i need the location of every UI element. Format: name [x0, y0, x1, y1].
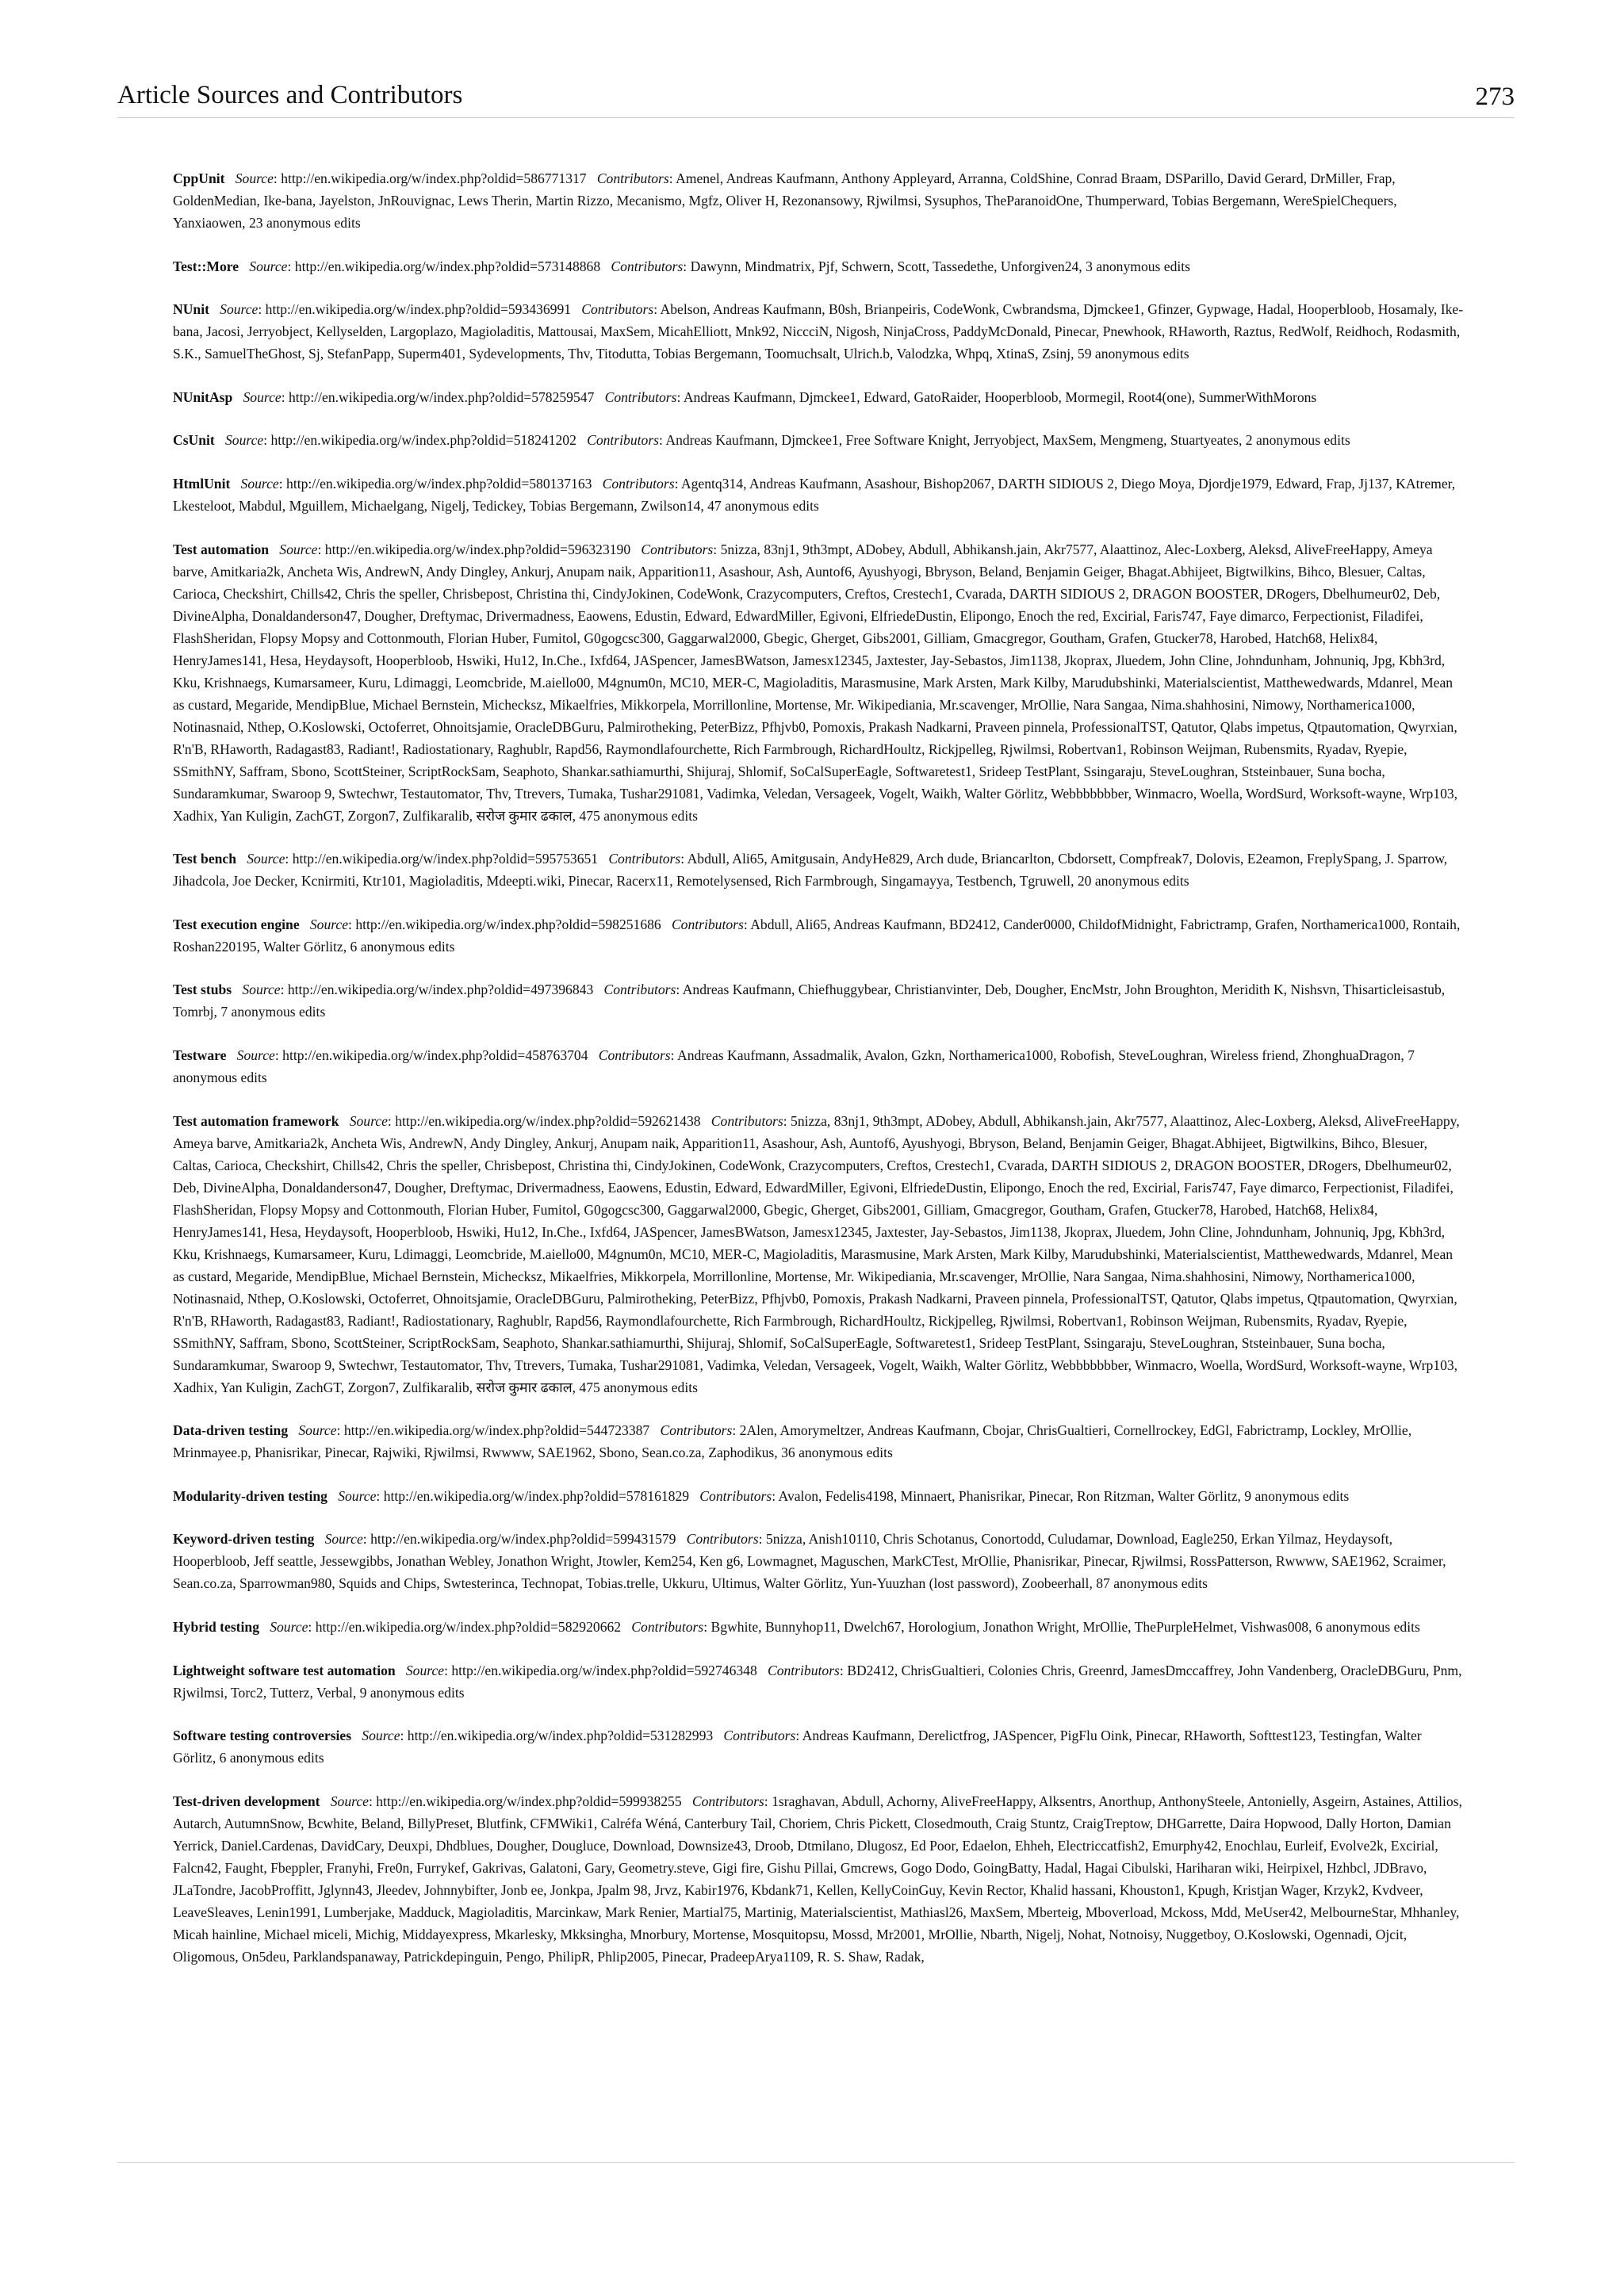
article-entry: Test stubs Source: http://en.wikipedia.org/w/index.php?oldid=497396843 Contributors: Andreas Kaufmann, Chiefhuggybear, Christianvinter, Deb, Dougher, EncMstr, John Broughton, Meridith K, Nishsvn, Thisarticleisastub, Tomrbj, 7 anonymous edits [173, 982, 1446, 1020]
source-url[interactable]: http://en.wikipedia.org/w/index.php?oldid=580137163 [286, 475, 592, 492]
source-url[interactable]: http://en.wikipedia.org/w/index.php?oldid=586771317 [281, 170, 587, 186]
footer-divider [117, 2162, 1515, 2163]
source-url[interactable]: http://en.wikipedia.org/w/index.php?oldid=497396843 [287, 982, 594, 998]
article-title: Testware [173, 1047, 227, 1063]
source-url[interactable]: http://en.wikipedia.org/w/index.php?oldid=518241202 [270, 432, 576, 449]
source-label: Source [362, 1728, 400, 1744]
source-label: Source [247, 851, 285, 867]
source-label: Source [220, 301, 259, 318]
source-url[interactable]: http://en.wikipedia.org/w/index.php?oldid=599431579 [370, 1531, 676, 1548]
contributors-list: BD2412, ChrisGualtieri, Colonies Chris, Greenrd, JamesDmccaffrey, John Vandenberg, OracleDBGuru, Pnm, Rjwilmsi, Torc2, Tutterz, Verbal, 9 anonymous edits [173, 1662, 1462, 1701]
article-title: Lightweight software test automation [173, 1662, 396, 1678]
contributors-label: Contributors [602, 475, 675, 492]
contributors-label: Contributors [710, 1112, 783, 1129]
running-title: Article Sources and Contributors [117, 81, 463, 109]
contributors-list: Andreas Kaufmann, Djmckee1, Edward, GatoRaider, Hooperbloob, Mormegil, Root4(one), SummerWithMorons [683, 388, 1317, 405]
contributors-label: Contributors [611, 258, 684, 274]
contributors-list: 5nizza, 83nj1, 9th3mpt, ADobey, Abdull, Abhikansh.jain, Akr7577, Alaattinoz, Alec-Loxberg, Aleksd, AliveFreeHappy, Ameya barve, Amitkaria2k, Ancheta Wis, AndrewN, Andy Dingley, Ankurj, Anupam naik, Apparition11, Asashour, Ash, Auntof6, Ayushyogi, Bbryson, Beland, Benjamin Geiger, Bhagat.Abhijeet, Bigtwilkins, Bihco, Blesuer, Caltas, Carioca, Checkshirt, Chills42, Chris the speller, Chrisbepost, Christina thi, CindyJokinen, CodeWonk, Crazycomputers, Creftos, Crestech1, Cvarada, DARTH SIDIOUS 2, DRAGON BOOSTER, DRogers, Dbelhumeur02, Deb, DivineAlpha, Donaldanderson47, Dougher, Dreftymac, Drivermadness, Eaowens, Edustin, Edward, EdwardMiller, Egivoni, ElfriedeDustin, Elipongo, Enoch the red, Excirial, Faris747, Faye dimarco, Ferpectionist, Filadifei, FlashSheridan, Flopsy Mopsy and Cottonmouth, Florian Huber, Fumitol, G0gogcsc300, Gaggarwal2000, Gbegic, Gherget, Gibs2001, Gilliam, Gmacgregor, Goutham, Grafen, Gtucker78, Harobed, Hatch68, Helix84, HenryJames141, Hesa, Heydaysoft, Hooperbloob, Hswiki, Hu12, In.Che., Ixfd64, JASpencer, JamesBWatson, Jamesx12345, Jaxtester, Jay-Sebastos, Jim1138, Jkoprax, Jluedem, John Cline, Johndunham, Johnuniq, Jpg, Kbh3rd, Kku, Krishnaegs, Kumarsameer, Kuru, Ldimaggi, Leomcbride, M.aiello00, M4gnum0n, MC10, MER-C, Magioladitis, Marasmusine, Mark Arsten, Mark Kilby, Marudubshinki, Materialscientist, Matthewedwards, Mdanrel, Mean as custard, Megaride, MendipBlue, Michael Bernstein, Michecksz, Mikaelfries, Mikkorpela, Morrillonline, Mortense, Mr. Wikipediania, Mr.scavenger, MrOllie, Nara Sangaa, Nima.shahhosini, Nimowy, Northamerica1000, Notinasnaid, Nthep, O.Koslowski, Octoferret, Ohnoitsjamie, OracleDBGuru, Palmirotheking, PeterBizz, Pfhjvb0, Pomoxis, Prakash Nadkarni, Praveen pinnela, ProfessionalTST, Qatutor, Qlabs impetus, Qtpautomation, Qwyrxian, R'n'B, RHaworth, Radagast83, Radiant!, Radiostationary, Raghublr, Rapd56, Raymondlafourchette, Rich Farmbrough, RichardHoultz, Rickjpelleg, Rjwilmsi, Robertvan1, Robinson Weijman, Rubensmits, Ryadav, Ryepie, SSmithNY, Saffram, Sbono, ScottSteiner, ScriptRockSam, Seaphoto, Shankar.sathiamurthi, Shijuraj, Shlomif, SoCalSuperEagle, Softwaretest1, Srideep TestPlant, Ssingaraju, SteveLoughran, Ststeinbauer, Suna bocha, Sundaramkumar, Swaroop 9, Swtechwr, Testautomator, Thv, Ttrevers, Tumaka, Tushar291081, Vadimka, Veledan, Versageek, Vogelt, Waikh, Walter Görlitz, Webbbbbbber, Winmacro, Woella, WordSurd, Worksoft-wayne, Wrp103, Xadhix, Yan Kuligin, ZachGT, Zorgon7, Zulfikaralib, सरोज कुमार ढकाल, 475 anonymous edits [173, 1112, 1460, 1395]
contributors-list: Abelson, Andreas Kaufmann, B0sh, Brianpeiris, CodeWonk, Cwbrandsma, Djmckee1, Gfinzer, Gypwage, Hadal, Hooperbloob, Hosamaly, Ike-bana, Jacosi, Jerryobject, Kellyselden, Largoplazo, Magioladitis, Mattousai, MaxSem, MicahElliott, Mnk92, NiccciN, Nigosh, NinjaCross, PaddyMcDonald, Pinecar, Pnewhook, RHaworth, Raztus, RedWolf, Reidhoch, Rodasmith, S.K., SamuelTheGhost, Sj, StefanPapp, Superm401, Sydevelopments, Thv, Titodutta, Tobias Bergemann, Toomuchsalt, Ulrich.b, Valodzka, Whpq, XtinaS, Zsinj, 59 anonymous edits [173, 301, 1464, 362]
source-url[interactable]: http://en.wikipedia.org/w/index.php?oldid=595753651 [292, 851, 599, 867]
contributors-label: Contributors [691, 1793, 764, 1809]
page-header [117, 78, 1515, 118]
source-label: Source [324, 1531, 363, 1548]
source-url[interactable]: http://en.wikipedia.org/w/index.php?oldid=582920662 [315, 1618, 622, 1635]
contributors-list: Abdull, Ali65, Amitgusain, AndyHe829, Arch dude, Briancarlton, Cbdorsett, Compfreak7, Dolovis, E2eamon, FreplySpang, J. Sparrow, Jihadcola, Joe Decker, Kcnirmiti, Ktr101, Magioladitis, Mdeepti.wiki, Pinecar, Racerx11, Remotelysensed, Rich Farmbrough, Singamayya, Testbench, Tgruwell, 20 anonymous edits [173, 851, 1448, 890]
article-entry: Modularity-driven testing Source: http://en.wikipedia.org/w/index.php?oldid=578161829 Contributors: Avalon, Fedelis4198, Minnaert, Phanisrikar, Pinecar, Ron Ritzman, Walter Görlitz, 9 anonymous edits [173, 1487, 1350, 1504]
article-title: Software testing controversies [173, 1728, 352, 1744]
article-entry: Test execution engine Source: http://en.wikipedia.org/w/index.php?oldid=598251686 Contributors: Abdull, Ali65, Andreas Kaufmann, BD2412, Cander0000, ChildofMidnight, Fabrictramp, Grafen, Northamerica1000, Rontaih, Roshan220195, Walter Görlitz, 6 anonymous edits [173, 916, 1461, 955]
source-url[interactable]: http://en.wikipedia.org/w/index.php?oldid=531282993 [407, 1728, 714, 1744]
contributors-list: Avalon, Fedelis4198, Minnaert, Phanisrikar, Pinecar, Ron Ritzman, Walter Görlitz, 9 anonymous edits [778, 1487, 1350, 1504]
article-title: Test automation framework [173, 1112, 339, 1129]
article-entry: Test automation framework Source: http://en.wikipedia.org/w/index.php?oldid=592621438 Contributors: 5nizza, 83nj1, 9th3mpt, ADobey, Abdull, Abhikansh.jain, Akr7577, Alaattinoz, Alec-Loxberg, Aleksd, AliveFreeHappy, Ameya barve, Amitkaria2k, Ancheta Wis, AndrewN, Andy Dingley, Ankurj, Anupam naik, Apparition11, Asashour, Ash, Auntof6, Ayushyogi, Bbryson, Beland, Benjamin Geiger, Bhagat.Abhijeet, Bigtwilkins, Bihco, Blesuer, Caltas, Carioca, Checkshirt, Chills42, Chris the speller, Chrisbepost, Christina thi, CindyJokinen, CodeWonk, Crazycomputers, Creftos, Crestech1, Cvarada, DARTH SIDIOUS 2, DRAGON BOOSTER, DRogers, Dbelhumeur02, Deb, DivineAlpha, Donaldanderson47, Dougher, Dreftymac, Drivermadness, Eaowens, Edustin, Edward, EdwardMiller, Egivoni, ElfriedeDustin, Elipongo, Enoch the red, Excirial, Faris747, Faye dimarco, Ferpectionist, Filadifei, FlashSheridan, Flopsy Mopsy and Cottonmouth, Florian Huber, Fumitol, G0gogcsc300, Gaggarwal2000, Gbegic, Gherget, Gibs2001, Gilliam, Gmacgregor, Goutham, Grafen, Gtucker78, Harobed, Hatch68, Helix84, HenryJames141, Hesa, Heydaysoft, Hooperbloob, Hswiki, Hu12, In.Che., Ixfd64, JASpencer, JamesBWatson, Jamesx12345, Jaxtester, Jay-Sebastos, Jim1138, Jkoprax, Jluedem, John Cline, Johndunham, Johnuniq, Jpg, Kbh3rd, Kku, Krishnaegs, Kumarsameer, Kuru, Ldimaggi, Leomcbride, M.aiello00, M4gnum0n, MC10, MER-C, Magioladitis, Marasmusine, Mark Arsten, Mark Kilby, Marudubshinki, Materialscientist, Matthewedwards, Mdanrel, Mean as custard, Megaride, MendipBlue, Michael Bernstein, Michecksz, Mikaelfries, Mikkorpela, Morrillonline, Mortense, Mr. Wikipediania, Mr.scavenger, MrOllie, Nara Sangaa, Nima.shahhosini, Nimowy, Northamerica1000, Notinasnaid, Nthep, O.Koslowski, Octoferret, Ohnoitsjamie, OracleDBGuru, Palmirotheking, PeterBizz, Pfhjvb0, Pomoxis, Prakash Nadkarni, Praveen pinnela, ProfessionalTST, Qatutor, Qlabs impetus, Qtpautomation, Qwyrxian, R'n'B, RHaworth, Radagast83, Radiant!, Radiostationary, Raghublr, Rapd56, Raymondlafourchette, Rich Farmbrough, RichardHoultz, Rickjpelleg, Rjwilmsi, Robertvan1, Robinson Weijman, Rubensmits, Ryadav, Ryepie, SSmithNY, Saffram, Sbono, ScottSteiner, ScriptRockSam, Seaphoto, Shankar.sathiamurthi, Shijuraj, Shlomif, SoCalSuperEagle, Softwaretest1, Srideep TestPlant, Ssingaraju, SteveLoughran, Ststeinbauer, Suna bocha, Sundaramkumar, Swaroop 9, Swtechwr, Testautomator, Thv, Ttrevers, Tumaka, Tushar291081, Vadimka, Veledan, Versageek, Vogelt, Waikh, Walter Görlitz, Webbbbbbber, Winmacro, Woella, WordSurd, Worksoft-wayne, Wrp103, Xadhix, Yan Kuligin, ZachGT, Zorgon7, Zulfikaralib, सरोज कुमार ढकाल, 475 anonymous edits [173, 1112, 1460, 1395]
article-entry: HtmlUnit Source: http://en.wikipedia.org/w/index.php?oldid=580137163 Contributors: Agentq314, Andreas Kaufmann, Asashour, Bishop2067, DARTH SIDIOUS 2, Diego Moya, Djordje1979, Edward, Frap, Jj137, KAtremer, Lkesteloot, Mabdul, Mguillem, Michaelgang, Nigelj, Tedickey, Tobias Bergemann, Zwilson14, 47 anonymous edits [173, 475, 1456, 514]
source-label: Source [298, 1422, 337, 1439]
contributors-label: Contributors [603, 982, 676, 998]
article-title: Test execution engine [173, 916, 300, 932]
article-title: CppUnit [173, 170, 225, 186]
source-label: Source [235, 170, 274, 186]
contributors-label: Contributors [767, 1662, 840, 1678]
article-title: Data-driven testing [173, 1422, 289, 1439]
article-entry: Test-driven development Source: http://en.wikipedia.org/w/index.php?oldid=599938255 Contributors: 1sraghavan, Abdull, Achorny, AliveFreeHappy, Alksentrs, Anorthup, AnthonySteele, Antonielly, Asgeirn, Astaines, Attilios, Autarch, AutumnSnow, Bcwhite, Beland, BillyPreset, Blutfink, CFMWiki1, Calréfa Wéná, Canterbury Tail, Choriem, Chris Pickett, Closedmouth, Craig Stuntz, CraigTreptow, DHGarrette, Daira Hopwood, Dally Horton, Damian Yerrick, Daniel.Cardenas, DavidCary, Deuxpi, Dhdblues, Dougher, Dougluce, Download, Downsize43, Droob, Dtmilano, Dlugosz, Ed Poor, Edaelon, Ehheh, Electriccatfish2, Emurphy42, Enochlau, Eurleif, Evolve2k, Excirial, Falcn42, Faught, Fbeppler, Franyhi, Fre0n, Furrykef, Gakrivas, Galatoni, Gary, Geometry.steve, Gigi fire, Gishu Pillai, Gmcrews, Gogo Dodo, GoingBatty, Hadal, Hagai Cibulski, Hariharan wiki, Heirpixel, Hzhbcl, JDBravo, JLaTondre, JacobProffitt, Jglynn43, Jleedev, Johnnybifter, Jonb ee, Jonkpa, Jpalm 98, Jrvz, Kabir1976, Kbdank71, Kellen, KellyCoinGuy, Kevin Rector, Khalid hassani, Khouston1, Kpugh, Kristjan Wager, Krzyk2, Kvdveer, LeaveSleaves, Lenin1991, Lumberjake, Madduck, Magioladitis, Marcinkaw, Mark Renier, Martial75, Martinig, Materialscientist, Mathiasl26, MaxSem, Mberteig, Mboverload, Mckoss, Mdd, MeUser42, MelbourneStar, Mhhanley, Micah hainline, Michael miceli, Michig, Middayexpress, Mkarlesky, Mkksingha, Mnorbury, Mortense, Mosquitopsu, Mossd, Mr2001, MrOllie, Nbarth, Nigelj, Nohat, Notnoisy, Nuggetboy, O.Koslowski, Ogennadi, Ojcit, Oligomous, On5deu, Parklandspanaway, Patrickdepinguin, Pengo, PhilipR, Phlip2005, Pinecar, PradeepArya1109, R. S. Shaw, Radak, [173, 1793, 1462, 1965]
source-label: Source [405, 1662, 445, 1678]
contributors-label: Contributors [671, 916, 744, 932]
article-entry: Testware Source: http://en.wikipedia.org/w/index.php?oldid=458763704 Contributors: Andreas Kaufmann, Assadmalik, Avalon, Gzkn, Northamerica1000, Robofish, SteveLoughran, Wireless friend, ZhonghuaDragon, 7 anonymous edits [173, 1047, 1415, 1085]
article-title: Test bench [173, 851, 237, 867]
article-title: Hybrid testing [173, 1618, 259, 1635]
article-title: Test automation [173, 541, 270, 557]
article-title: Test stubs [173, 982, 232, 998]
contributors-label: Contributors [660, 1422, 733, 1439]
contributors-list: 5nizza, Anish10110, Chris Schotanus, Conortodd, Culudamar, Download, Eagle250, Erkan Yilmaz, Heydaysoft, Hooperbloob, Jeff seattle, Jessewgibbs, Jonathan Webley, Jonathon Wright, Jtowler, Kem254, Ken g6, Lowmagnet, Maguschen, MarkCTest, MrOllie, Phanisrikar, Pinecar, Rjwilmsi, RossPatterson, Rwwww, SAE1962, Scraimer, Sean.co.za, Sparrowman980, Squids and Chips, Swtesterinca, Technopat, Tobias.trelle, Ukkuru, Ultimus, Walter Görlitz, Yun-Yuuzhan (lost password), Zoobeerhall, 87 anonymous edits [173, 1531, 1446, 1592]
contributors-list: Abdull, Ali65, Andreas Kaufmann, BD2412, Cander0000, ChildofMidnight, Fabrictramp, Grafen, Northamerica1000, Rontaih, Roshan220195, Walter Görlitz, 6 anonymous edits [173, 916, 1461, 955]
contributors-list: 5nizza, 83nj1, 9th3mpt, ADobey, Abdull, Abhikansh.jain, Akr7577, Alaattinoz, Alec-Loxberg, Aleksd, AliveFreeHappy, Ameya barve, Amitkaria2k, Ancheta Wis, AndrewN, Andy Dingley, Ankurj, Anupam naik, Apparition11, Asashour, Ash, Auntof6, Ayushyogi, Bbryson, Beland, Benjamin Geiger, Bhagat.Abhijeet, Bigtwilkins, Bihco, Blesuer, Caltas, Carioca, Checkshirt, Chills42, Chris the speller, Chrisbepost, Christina thi, CindyJokinen, CodeWonk, Crazycomputers, Creftos, Crestech1, Cvarada, DARTH SIDIOUS 2, DRAGON BOOSTER, DRogers, Dbelhumeur02, Deb, DivineAlpha, Donaldanderson47, Dougher, Dreftymac, Drivermadness, Eaowens, Edustin, Edward, EdwardMiller, Egivoni, ElfriedeDustin, Elipongo, Enoch the red, Excirial, Faris747, Faye dimarco, Ferpectionist, Filadifei, FlashSheridan, Flopsy Mopsy and Cottonmouth, Florian Huber, Fumitol, G0gogcsc300, Gaggarwal2000, Gbegic, Gherget, Gibs2001, Gilliam, Gmacgregor, Goutham, Grafen, Gtucker78, Harobed, Hatch68, Helix84, HenryJames141, Hesa, Heydaysoft, Hooperbloob, Hswiki, Hu12, In.Che., Ixfd64, JASpencer, JamesBWatson, Jamesx12345, Jaxtester, Jay-Sebastos, Jim1138, Jkoprax, Jluedem, John Cline, Johndunham, Johnuniq, Jpg, Kbh3rd, Kku, Krishnaegs, Kumarsameer, Kuru, Ldimaggi, Leomcbride, M.aiello00, M4gnum0n, MC10, MER-C, Magioladitis, Marasmusine, Mark Arsten, Mark Kilby, Marudubshinki, Materialscientist, Matthewedwards, Mdanrel, Mean as custard, Megaride, MendipBlue, Michael Bernstein, Michecksz, Mikaelfries, Mikkorpela, Morrillonline, Mortense, Mr. Wikipediania, Mr.scavenger, MrOllie, Nara Sangaa, Nima.shahhosini, Nimowy, Northamerica1000, Notinasnaid, Nthep, O.Koslowski, Octoferret, Ohnoitsjamie, OracleDBGuru, Palmirotheking, PeterBizz, Pfhjvb0, Pomoxis, Prakash Nadkarni, Praveen pinnela, ProfessionalTST, Qatutor, Qlabs impetus, Qtpautomation, Qwyrxian, R'n'B, RHaworth, Radagast83, Radiant!, Radiostationary, Raghublr, Rapd56, Raymondlafourchette, Rich Farmbrough, RichardHoultz, Rickjpelleg, Rjwilmsi, Robertvan1, Robinson Weijman, Rubensmits, Ryadav, Ryepie, SSmithNY, Saffram, Sbono, ScottSteiner, ScriptRockSam, Seaphoto, Shankar.sathiamurthi, Shijuraj, Shlomif, SoCalSuperEagle, Softwaretest1, Srideep TestPlant, Ssingaraju, SteveLoughran, Ststeinbauer, Suna bocha, Sundaramkumar, Swaroop 9, Swtechwr, Testautomator, Thv, Ttrevers, Tumaka, Tushar291081, Vadimka, Veledan, Versageek, Vogelt, Waikh, Walter Görlitz, Webbbbbbber, Winmacro, Woella, WordSurd, Worksoft-wayne, Wrp103, Xadhix, Yan Kuligin, ZachGT, Zorgon7, Zulfikaralib, सरोज कुमार ढकाल, 475 anonymous edits [173, 541, 1458, 824]
source-label: Source [270, 1618, 308, 1635]
article-title: NUnitAsp [173, 388, 233, 405]
article-title: Test::More [173, 258, 239, 274]
contributors-label: Contributors [598, 1047, 671, 1063]
source-url[interactable]: http://en.wikipedia.org/w/index.php?oldid=592621438 [395, 1112, 701, 1129]
contributors-list: Bgwhite, Bunnyhop11, Dwelch67, Horologium, Jonathon Wright, MrOllie, ThePurpleHelmet, Vishwas008, 6 anonymous edits [710, 1618, 1420, 1635]
source-label: Source [242, 982, 281, 998]
contributors-list: Andreas Kaufmann, Assadmalik, Avalon, Gzkn, Northamerica1000, Robofish, SteveLoughran, Wireless friend, ZhonghuaDragon, 7 anonymous edits [173, 1047, 1415, 1085]
source-url[interactable]: http://en.wikipedia.org/w/index.php?oldid=598251686 [355, 916, 661, 932]
source-label: Source [249, 258, 288, 274]
source-label: Source [338, 1487, 377, 1504]
contributors-list: Andreas Kaufmann, Chiefhuggybear, Christianvinter, Deb, Dougher, EncMstr, John Broughton, Meridith K, Nishsvn, Thisarticleisastub, Tomrbj, 7 anonymous edits [173, 982, 1446, 1020]
source-url[interactable]: http://en.wikipedia.org/w/index.php?oldid=578259547 [288, 388, 595, 405]
article-entry: CppUnit Source: http://en.wikipedia.org/w/index.php?oldid=586771317 Contributors: Amenel, Andreas Kaufmann, Anthony Appleyard, Arranna, ColdShine, Conrad Braam, DSParillo, David Gerard, DrMiller, Frap, GoldenMedian, Ike-bana, Jayelston, JnRouvignac, Lews Therin, Martin Rizzo, Mecanismo, Mgfz, Oliver H, Rezonansowy, Rjwilmsi, Sysuphos, TheParanoidOne, Thumperward, Tobias Bergemann, WereSpielChequers, Yanxiaowen, 23 anonymous edits [173, 170, 1397, 231]
source-label: Source [236, 1047, 275, 1063]
contributors-list: Andreas Kaufmann, Derelictfrog, JASpencer, PigFlu Oink, Pinecar, RHaworth, Softtest123, Testingfan, Walter Görlitz, 6 anonymous edits [173, 1728, 1422, 1766]
source-url[interactable]: http://en.wikipedia.org/w/index.php?oldid=599938255 [376, 1793, 682, 1809]
source-label: Source [330, 1793, 369, 1809]
article-entry: NUnit Source: http://en.wikipedia.org/w/index.php?oldid=593436991 Contributors: Abelson, Andreas Kaufmann, B0sh, Brianpeiris, CodeWonk, Cwbrandsma, Djmckee1, Gfinzer, Gypwage, Hadal, Hooperbloob, Hosamaly, Ike-bana, Jacosi, Jerryobject, Kellyselden, Largoplazo, Magioladitis, Mattousai, MaxSem, MicahElliott, Mnk92, NiccciN, Nigosh, NinjaCross, PaddyMcDonald, Pinecar, Pnewhook, RHaworth, Raztus, RedWolf, Reidhoch, Rodasmith, S.K., SamuelTheGhost, Sj, StefanPapp, Superm401, Sydevelopments, Thv, Titodutta, Tobias Bergemann, Toomuchsalt, Ulrich.b, Valodzka, Whpq, XtinaS, Zsinj, 59 anonymous edits [173, 301, 1464, 362]
contributors-label: Contributors [631, 1618, 704, 1635]
source-url[interactable]: http://en.wikipedia.org/w/index.php?oldid=596323190 [324, 541, 631, 557]
contributors-label: Contributors [587, 432, 660, 449]
article-entry: Test automation Source: http://en.wikipedia.org/w/index.php?oldid=596323190 Contributors: 5nizza, 83nj1, 9th3mpt, ADobey, Abdull, Abhikansh.jain, Akr7577, Alaattinoz, Alec-Loxberg, Aleksd, AliveFreeHappy, Ameya barve, Amitkaria2k, Ancheta Wis, AndrewN, Andy Dingley, Ankurj, Anupam naik, Apparition11, Asashour, Ash, Auntof6, Ayushyogi, Bbryson, Beland, Benjamin Geiger, Bhagat.Abhijeet, Bigtwilkins, Bihco, Blesuer, Caltas, Carioca, Checkshirt, Chills42, Chris the speller, Chrisbepost, Christina thi, CindyJokinen, CodeWonk, Crazycomputers, Creftos, Crestech1, Cvarada, DARTH SIDIOUS 2, DRAGON BOOSTER, DRogers, Dbelhumeur02, Deb, DivineAlpha, Donaldanderson47, Dougher, Dreftymac, Drivermadness, Eaowens, Edustin, Edward, EdwardMiller, Egivoni, ElfriedeDustin, Elipongo, Enoch the red, Excirial, Faris747, Faye dimarco, Ferpectionist, Filadifei, FlashSheridan, Flopsy Mopsy and Cottonmouth, Florian Huber, Fumitol, G0gogcsc300, Gaggarwal2000, Gbegic, Gherget, Gibs2001, Gilliam, Gmacgregor, Goutham, Grafen, Gtucker78, Harobed, Hatch68, Helix84, HenryJames141, Hesa, Heydaysoft, Hooperbloob, Hswiki, Hu12, In.Che., Ixfd64, JASpencer, JamesBWatson, Jamesx12345, Jaxtester, Jay-Sebastos, Jim1138, Jkoprax, Jluedem, John Cline, Johndunham, Johnuniq, Jpg, Kbh3rd, Kku, Krishnaegs, Kumarsameer, Kuru, Ldimaggi, Leomcbride, M.aiello00, M4gnum0n, MC10, MER-C, Magioladitis, Marasmusine, Mark Arsten, Mark Kilby, Marudubshinki, Materialscientist, Matthewedwards, Mdanrel, Mean as custard, Megaride, MendipBlue, Michael Bernstein, Michecksz, Mikaelfries, Mikkorpela, Morrillonline, Mortense, Mr. Wikipediania, Mr.scavenger, MrOllie, Nara Sangaa, Nima.shahhosini, Nimowy, Northamerica1000, Notinasnaid, Nthep, O.Koslowski, Octoferret, Ohnoitsjamie, OracleDBGuru, Palmirotheking, PeterBizz, Pfhjvb0, Pomoxis, Prakash Nadkarni, Praveen pinnela, ProfessionalTST, Qatutor, Qlabs impetus, Qtpautomation, Qwyrxian, R'n'B, RHaworth, Radagast83, Radiant!, Radiostationary, Raghublr, Rapd56, Raymondlafourchette, Rich Farmbrough, RichardHoultz, Rickjpelleg, Rjwilmsi, Robertvan1, Robinson Weijman, Rubensmits, Ryadav, Ryepie, SSmithNY, Saffram, Sbono, ScottSteiner, ScriptRockSam, Seaphoto, Shankar.sathiamurthi, Shijuraj, Shlomif, SoCalSuperEagle, Softwaretest1, Srideep TestPlant, Ssingaraju, SteveLoughran, Ststeinbauer, Suna bocha, Sundaramkumar, Swaroop 9, Swtechwr, Testautomator, Thv, Ttrevers, Tumaka, Tushar291081, Vadimka, Veledan, Versageek, Vogelt, Waikh, Walter Görlitz, Webbbbbbber, Winmacro, Woella, WordSurd, Worksoft-wayne, Wrp103, Xadhix, Yan Kuligin, ZachGT, Zorgon7, Zulfikaralib, सरोज कुमार ढकाल, 475 anonymous edits [173, 541, 1458, 824]
article-entries [173, 167, 1465, 1988]
article-title: NUnit [173, 301, 209, 318]
source-label: Source [240, 475, 279, 492]
article-title: Keyword-driven testing [173, 1531, 315, 1548]
article-entry: CsUnit Source: http://en.wikipedia.org/w/index.php?oldid=518241202 Contributors: Andreas Kaufmann, Djmckee1, Free Software Knight, Jerryobject, MaxSem, Mengmeng, Stuartyeates, 2 anonymous edits [173, 432, 1350, 449]
contributors-list: Agentq314, Andreas Kaufmann, Asashour, Bishop2067, DARTH SIDIOUS 2, Diego Moya, Djordje1979, Edward, Frap, Jj137, KAtremer, Lkesteloot, Mabdul, Mguillem, Michaelgang, Nigelj, Tedickey, Tobias Bergemann, Zwilson14, 47 anonymous edits [173, 475, 1456, 514]
article-title: CsUnit [173, 432, 215, 449]
source-url[interactable]: http://en.wikipedia.org/w/index.php?oldid=458763704 [282, 1047, 588, 1063]
article-entry: Test::More Source: http://en.wikipedia.org/w/index.php?oldid=573148868 Contributors: Dawynn, Mindmatrix, Pjf, Schwern, Scott, Tassedethe, Unforgiven24, 3 anonymous edits [173, 258, 1191, 274]
source-label: Source [309, 916, 349, 932]
article-entry: Keyword-driven testing Source: http://en.wikipedia.org/w/index.php?oldid=599431579 Contributors: 5nizza, Anish10110, Chris Schotanus, Conortodd, Culudamar, Download, Eagle250, Erkan Yilmaz, Heydaysoft, Hooperbloob, Jeff seattle, Jessewgibbs, Jonathan Webley, Jonathon Wright, Jtowler, Kem254, Ken g6, Lowmagnet, Maguschen, MarkCTest, MrOllie, Phanisrikar, Pinecar, Rjwilmsi, RossPatterson, Rwwww, SAE1962, Scraimer, Sean.co.za, Sparrowman980, Squids and Chips, Swtesterinca, Technopat, Tobias.trelle, Ukkuru, Ultimus, Walter Görlitz, Yun-Yuuzhan (lost password), Zoobeerhall, 87 anonymous edits [173, 1531, 1446, 1592]
source-url[interactable]: http://en.wikipedia.org/w/index.php?oldid=573148868 [294, 258, 601, 274]
source-label: Source [243, 388, 282, 405]
article-title: HtmlUnit [173, 475, 231, 492]
contributors-label: Contributors [723, 1728, 796, 1744]
source-label: Source [349, 1112, 388, 1129]
article-entry: Data-driven testing Source: http://en.wikipedia.org/w/index.php?oldid=544723387 Contributors: 2Alen, Amorymeltzer, Andreas Kaufmann, Cbojar, ChrisGualtieri, Cornellrockey, EdGl, Fabrictramp, Lockley, MrOllie, Mrinmayee.p, Phanisrikar, Pinecar, Rajwiki, Rjwilmsi, Rwwww, SAE1962, Sbono, Sean.co.za, Zaphodikus, 36 anonymous edits [173, 1422, 1412, 1461]
source-url[interactable]: http://en.wikipedia.org/w/index.php?oldid=578161829 [383, 1487, 690, 1504]
source-url[interactable]: http://en.wikipedia.org/w/index.php?oldid=544723387 [343, 1422, 650, 1439]
article-entry: Lightweight software test automation Source: http://en.wikipedia.org/w/index.php?oldid=592746348 Contributors: BD2412, ChrisGualtieri, Colonies Chris, Greenrd, JamesDmccaffrey, John Vandenberg, OracleDBGuru, Pnm, Rjwilmsi, Torc2, Tutterz, Verbal, 9 anonymous edits [173, 1662, 1462, 1701]
contributors-label: Contributors [699, 1487, 772, 1504]
article-title: Test-driven development [173, 1793, 320, 1809]
contributors-label: Contributors [604, 388, 677, 405]
source-url[interactable]: http://en.wikipedia.org/w/index.php?oldid=592746348 [451, 1662, 757, 1678]
contributors-list: Dawynn, Mindmatrix, Pjf, Schwern, Scott, Tassedethe, Unforgiven24, 3 anonymous edits [690, 258, 1191, 274]
contributors-label: Contributors [608, 851, 681, 867]
contributors-list: 2Alen, Amorymeltzer, Andreas Kaufmann, Cbojar, ChrisGualtieri, Cornellrockey, EdGl, Fabrictramp, Lockley, MrOllie, Mrinmayee.p, Phanisrikar, Pinecar, Rajwiki, Rjwilmsi, Rwwww, SAE1962, Sbono, Sean.co.za, Zaphodikus, 36 anonymous edits [173, 1422, 1412, 1461]
contributors-list: Andreas Kaufmann, Djmckee1, Free Software Knight, Jerryobject, MaxSem, Mengmeng, Stuartyeates, 2 anonymous edits [665, 432, 1350, 449]
article-entry: Test bench Source: http://en.wikipedia.org/w/index.php?oldid=595753651 Contributors: Abdull, Ali65, Amitgusain, AndyHe829, Arch dude, Briancarlton, Cbdorsett, Compfreak7, Dolovis, E2eamon, FreplySpang, J. Sparrow, Jihadcola, Joe Decker, Kcnirmiti, Ktr101, Magioladitis, Mdeepti.wiki, Pinecar, Racerx11, Remotelysensed, Rich Farmbrough, Singamayya, Testbench, Tgruwell, 20 anonymous edits [173, 851, 1448, 890]
source-url[interactable]: http://en.wikipedia.org/w/index.php?oldid=593436991 [265, 301, 572, 318]
contributors-label: Contributors [686, 1531, 759, 1548]
article-title: Modularity-driven testing [173, 1487, 327, 1504]
contributors-list: Amenel, Andreas Kaufmann, Anthony Appleyard, Arranna, ColdShine, Conrad Braam, DSParillo, David Gerard, DrMiller, Frap, GoldenMedian, Ike-bana, Jayelston, JnRouvignac, Lews Therin, Martin Rizzo, Mecanismo, Mgfz, Oliver H, Rezonansowy, Rjwilmsi, Sysuphos, TheParanoidOne, Thumperward, Tobias Bergemann, WereSpielChequers, Yanxiaowen, 23 anonymous edits [173, 170, 1397, 231]
contributors-label: Contributors [596, 170, 669, 186]
article-entry: Software testing controversies Source: http://en.wikipedia.org/w/index.php?oldid=531282993 Contributors: Andreas Kaufmann, Derelictfrog, JASpencer, PigFlu Oink, Pinecar, RHaworth, Softtest123, Testingfan, Walter Görlitz, 6 anonymous edits [173, 1728, 1422, 1766]
contributors-label: Contributors [641, 541, 714, 557]
source-label: Source [279, 541, 318, 557]
contributors-list: 1sraghavan, Abdull, Achorny, AliveFreeHappy, Alksentrs, Anorthup, AnthonySteele, Antonielly, Asgeirn, Astaines, Attilios, Autarch, AutumnSnow, Bcwhite, Beland, BillyPreset, Blutfink, CFMWiki1, Calréfa Wéná, Canterbury Tail, Choriem, Chris Pickett, Closedmouth, Craig Stuntz, CraigTreptow, DHGarrette, Daira Hopwood, Dally Horton, Damian Yerrick, Daniel.Cardenas, DavidCary, Deuxpi, Dhdblues, Dougher, Dougluce, Download, Downsize43, Droob, Dtmilano, Dlugosz, Ed Poor, Edaelon, Ehheh, Electriccatfish2, Emurphy42, Enochlau, Eurleif, Evolve2k, Excirial, Falcn42, Faught, Fbeppler, Franyhi, Fre0n, Furrykef, Gakrivas, Galatoni, Gary, Geometry.steve, Gigi fire, Gishu Pillai, Gmcrews, Gogo Dodo, GoingBatty, Hadal, Hagai Cibulski, Hariharan wiki, Heirpixel, Hzhbcl, JDBravo, JLaTondre, JacobProffitt, Jglynn43, Jleedev, Johnnybifter, Jonb ee, Jonkpa, Jpalm 98, Jrvz, Kabir1976, Kbdank71, Kellen, KellyCoinGuy, Kevin Rector, Khalid hassani, Khouston1, Kpugh, Kristjan Wager, Krzyk2, Kvdveer, LeaveSleaves, Lenin1991, Lumberjake, Madduck, Magioladitis, Marcinkaw, Mark Renier, Martial75, Martinig, Materialscientist, Mathiasl26, MaxSem, Mberteig, Mboverload, Mckoss, Mdd, MeUser42, MelbourneStar, Mhhanley, Micah hainline, Michael miceli, Michig, Middayexpress, Mkarlesky, Mkksingha, Mnorbury, Mortense, Mosquitopsu, Mossd, Mr2001, MrOllie, Nbarth, Nigelj, Nohat, Notnoisy, Nuggetboy, O.Koslowski, Ogennadi, Ojcit, Oligomous, On5deu, Parklandspanaway, Patrickdepinguin, Pengo, PhilipR, Phlip2005, Pinecar, PradeepArya1109, R. S. Shaw, Radak, [173, 1793, 1462, 1965]
page-number: 273 [1475, 82, 1515, 111]
article-entry: NUnitAsp Source: http://en.wikipedia.org/w/index.php?oldid=578259547 Contributors: Andreas Kaufmann, Djmckee1, Edward, GatoRaider, Hooperbloob, Mormegil, Root4(one), SummerWithMorons [173, 388, 1317, 405]
source-label: Source [225, 432, 264, 449]
article-entry: Hybrid testing Source: http://en.wikipedia.org/w/index.php?oldid=582920662 Contributors: Bgwhite, Bunnyhop11, Dwelch67, Horologium, Jonathon Wright, MrOllie, ThePurpleHelmet, Vishwas008, 6 anonymous edits [173, 1618, 1420, 1635]
contributors-label: Contributors [581, 301, 654, 318]
